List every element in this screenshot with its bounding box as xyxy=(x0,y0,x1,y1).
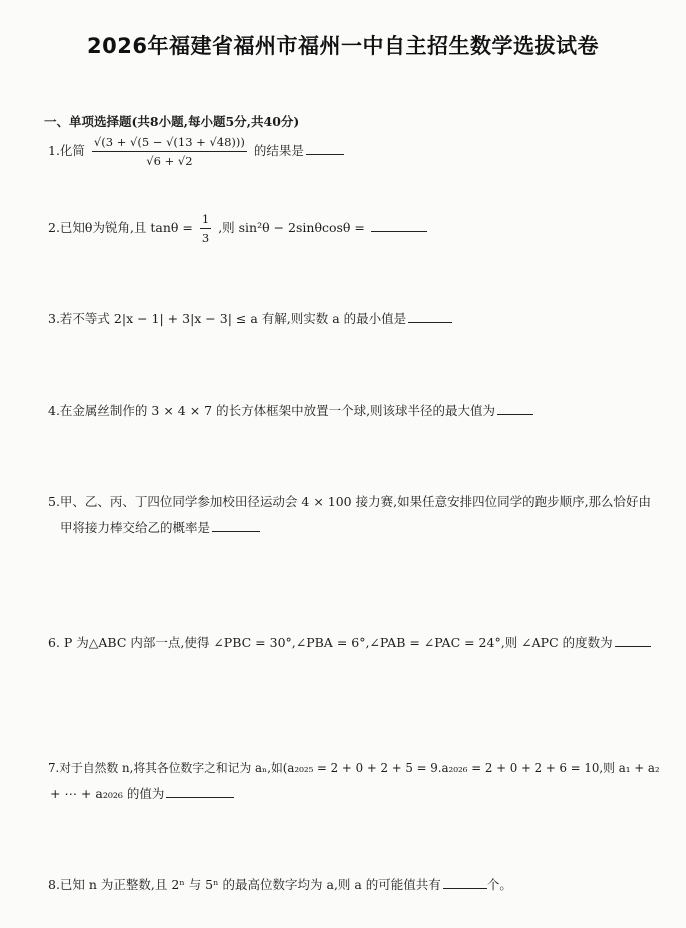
answer-blank[interactable] xyxy=(212,517,260,532)
question-7-line-1: 7.对于自然数 n,将其各位数字之和记为 aₙ,如(a₂₀₂₅ = 2 + 0 + 2 + 5 = 9.a₂₀₂₆ = 2 + 0 + 2 + 6 = 10,则 a₁ + a₂ xyxy=(48,761,660,775)
fraction-denominator: 3 xyxy=(201,231,210,245)
question-5-line-2: 甲将接力棒交给乙的概率是 xyxy=(60,520,211,535)
question-6-text: 6. P 为△ABC 内部一点,使得 ∠PBC = 30°,∠PBA = 6°,∠PAB = ∠PAC = 24°,则 ∠APC 的度数为 xyxy=(48,635,613,650)
exam-title: 2026年福建省福州市福州一中自主招生数学选拔试卷 xyxy=(87,34,599,58)
question-5 xyxy=(48,489,652,541)
question-2-fraction xyxy=(200,210,211,247)
question-2-suffix: ,则 sin²θ − 2sinθcosθ = xyxy=(218,220,369,235)
question-1-prefix: 1.化简 xyxy=(48,143,85,158)
question-3 xyxy=(48,306,646,332)
question-8-suffix: 个。 xyxy=(486,877,512,892)
question-4-text: 4.在金属丝制作的 3 × 4 × 7 的长方体框架中放置一个球,则该球半径的最大值为 xyxy=(48,403,496,418)
question-1 xyxy=(48,133,646,170)
question-2 xyxy=(48,210,646,247)
answer-blank[interactable] xyxy=(497,400,533,415)
answer-blank[interactable] xyxy=(306,140,344,155)
answer-blank[interactable] xyxy=(443,874,487,889)
answer-blank[interactable] xyxy=(408,308,452,323)
section-heading: 一、单项选择题(共8小题,每小题5分,共40分) xyxy=(44,114,300,129)
question-2-prefix: 2.已知θ为锐角,且 tanθ = xyxy=(48,220,197,235)
question-8-prefix: 8.已知 n 为正整数,且 2ⁿ 与 5ⁿ 的最高位数字均为 a,则 a 的可能值共有 xyxy=(48,877,441,892)
question-6 xyxy=(48,630,646,656)
question-4 xyxy=(48,398,646,424)
question-8 xyxy=(48,872,646,898)
question-1-suffix: 的结果是 xyxy=(253,143,304,158)
answer-blank[interactable] xyxy=(166,783,234,798)
question-3-text: 3.若不等式 2|x − 1| + 3|x − 3| ≤ a 有解,则实数 a 的最小值是 xyxy=(48,311,407,326)
question-7-line-2: + ⋯ + a₂₀₂₆ 的值为 xyxy=(50,786,165,801)
answer-blank[interactable] xyxy=(615,632,651,647)
question-5-line-1: 5.甲、乙、丙、丁四位同学参加校田径运动会 4 × 100 接力赛,如果任意安排四位同学的跑步顺序,那么恰好由 xyxy=(48,494,652,509)
question-7 xyxy=(48,755,660,807)
fraction-denominator: √6 + √2 xyxy=(146,154,193,168)
answer-blank[interactable] xyxy=(371,217,427,232)
question-1-fraction xyxy=(92,133,247,170)
fraction-numerator: 1 xyxy=(200,210,211,229)
fraction-numerator: √(3 + √(5 − √(13 + √48))) xyxy=(92,133,247,152)
